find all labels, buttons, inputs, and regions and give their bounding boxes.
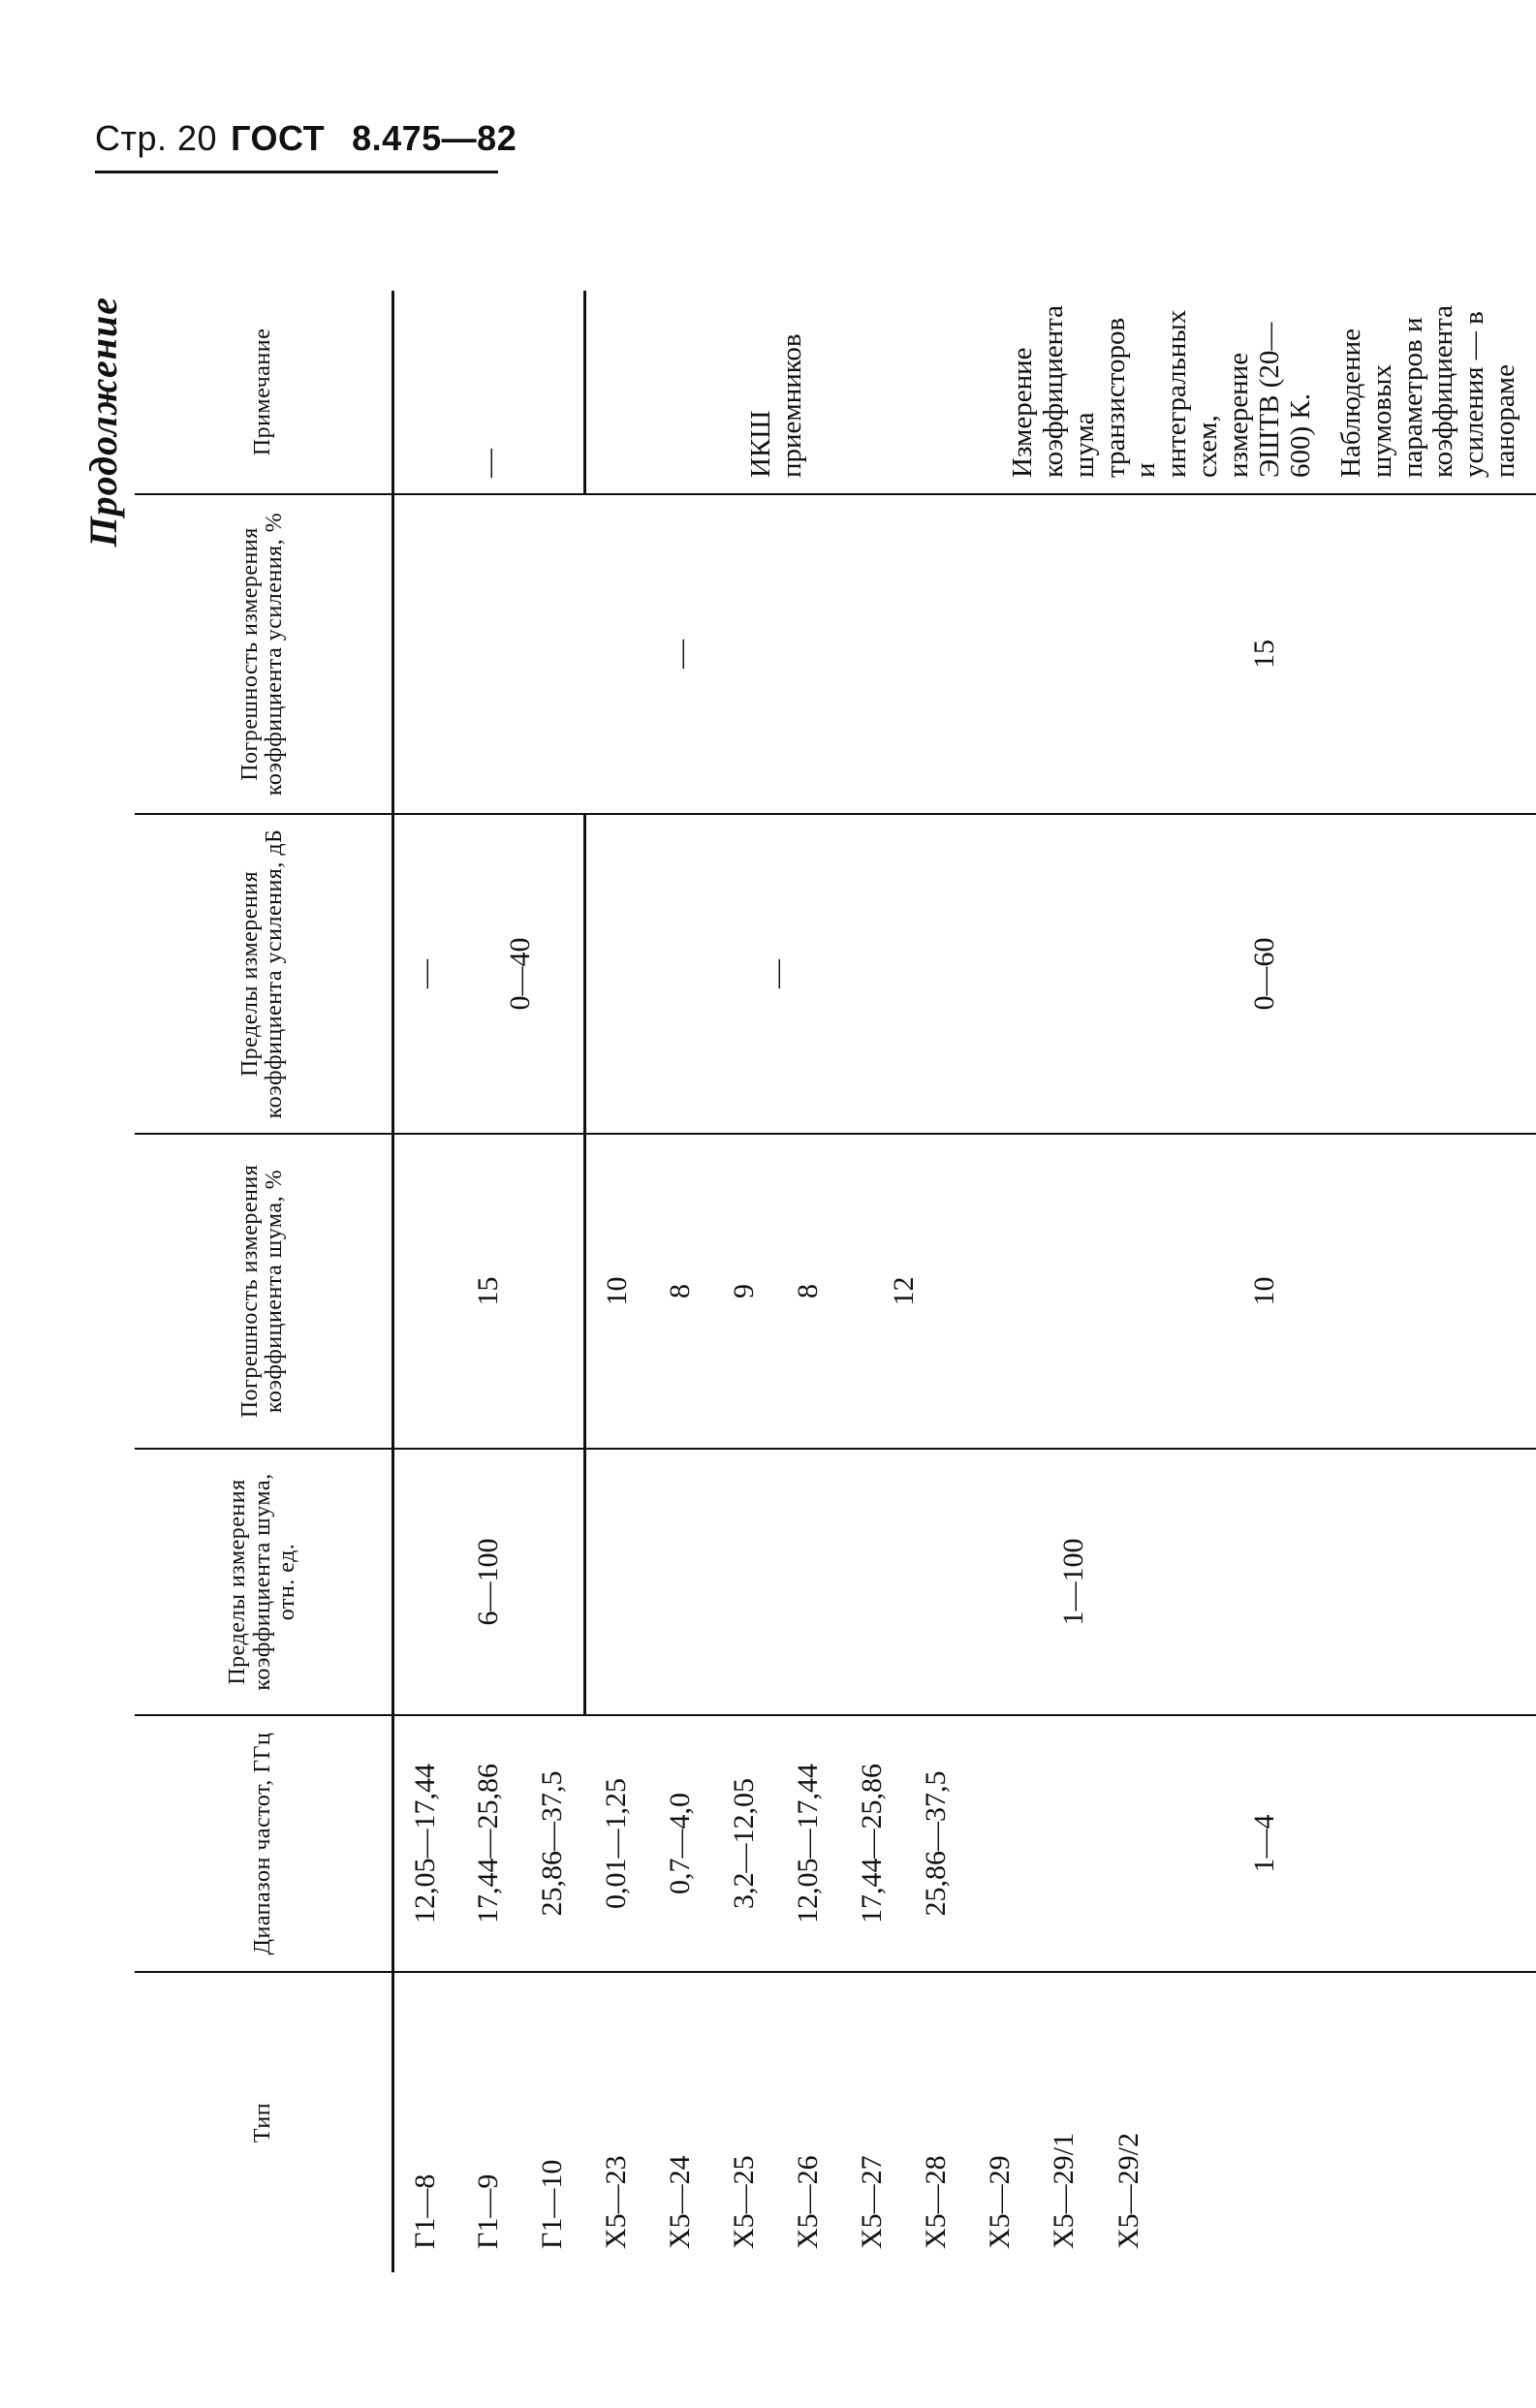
gain-error-cell: — bbox=[392, 494, 968, 814]
freq-cell: 12,05—17,44 bbox=[776, 1715, 840, 1972]
col-header-note: Примечание bbox=[135, 291, 392, 494]
noise-error-cell: 9 bbox=[712, 1134, 776, 1449]
gain-limits-cell: — bbox=[392, 814, 456, 1134]
type-cell: Х5—23 bbox=[600, 2155, 633, 2249]
type-cell: Х5—24 bbox=[664, 2155, 697, 2249]
noise-error-cell: 15 bbox=[392, 1134, 584, 1449]
col-header-type: Тип bbox=[135, 1972, 392, 2272]
note-cell bbox=[968, 291, 1536, 494]
col-header-freq-range: Диапазон частот, ГГц bbox=[135, 1715, 392, 1972]
header-rule bbox=[95, 171, 498, 173]
freq-cell: 3,2—12,05 bbox=[712, 1715, 776, 1972]
noise-error-cell: 10 bbox=[968, 1134, 1536, 1449]
type-cell: Х5—27 bbox=[856, 2155, 889, 2249]
col-header-noise-limits: Пределы измерения коэффициента шума, отн. ед. bbox=[135, 1449, 392, 1715]
type-cell: Г1—8 bbox=[409, 2173, 441, 2249]
standard-number: 8.475—82 bbox=[352, 118, 517, 158]
gain-limits-cell: — bbox=[584, 814, 968, 1134]
noise-error-cell: 10 bbox=[584, 1134, 648, 1449]
table-row bbox=[392, 291, 456, 2272]
continued-label: Продолжение bbox=[81, 297, 125, 547]
type-cell: Х5—28 bbox=[920, 2155, 953, 2249]
freq-cell: 12,05—17,44 bbox=[392, 1715, 456, 1972]
freq-cell: 0,7—4,0 bbox=[648, 1715, 712, 1972]
page-label: Стр. 20 bbox=[95, 118, 218, 158]
col-header-gain-error: Погрешность измерения коэффициента усиления, % bbox=[135, 494, 392, 814]
freq-cell: 17,44—25,86 bbox=[840, 1715, 904, 1972]
note-cell: ИКШ приемников bbox=[584, 291, 968, 494]
rotated-table-block bbox=[81, 291, 1521, 2272]
standard-label: ГОСТ bbox=[231, 118, 326, 158]
col-header-gain-limits: Пределы измерения коэффициента усиления, дБ bbox=[135, 814, 392, 1134]
type-cell: Х5—29/2 bbox=[1113, 2133, 1144, 2249]
instrument-table bbox=[135, 291, 1536, 2272]
noise-error-cell: 8 bbox=[648, 1134, 712, 1449]
gain-error-cell: 15 bbox=[968, 494, 1536, 814]
noise-limits-cell: 1—100 bbox=[584, 1449, 1536, 1715]
freq-cell: 25,86—37,5 bbox=[904, 1715, 968, 1972]
type-cell: Х5—26 bbox=[792, 2155, 825, 2249]
gain-limits-cell: 0—60 bbox=[968, 814, 1536, 1134]
freq-cell: 25,86—37,5 bbox=[520, 1715, 584, 1972]
freq-cell: 0,01—1,25 bbox=[584, 1715, 648, 1972]
table-row bbox=[968, 291, 1032, 2272]
type-cell: Г1—10 bbox=[536, 2159, 569, 2249]
note-text-2: Наблюдение шумовых параметров и коэффициента усиления — в панораме bbox=[1334, 304, 1521, 478]
noise-error-cell: 8 bbox=[776, 1134, 840, 1449]
type-cell: Х5—29 bbox=[984, 2155, 1017, 2249]
type-cell: Х5—25 bbox=[728, 2155, 761, 2249]
type-cell: Х5—29/1 bbox=[1048, 2133, 1081, 2249]
col-header-noise-error: Погрешность измерения коэффициента шума, % bbox=[135, 1134, 392, 1449]
noise-error-cell: 12 bbox=[840, 1134, 968, 1449]
note-text-1: Измерение коэффициента шума транзисторов и интегральных схем, измерение ЭШТВ (20—600) К. bbox=[1006, 304, 1316, 478]
noise-limits-cell: 6—100 bbox=[392, 1449, 584, 1715]
gain-limits-cell: 0—40 bbox=[456, 814, 584, 1134]
freq-cell: 17,44—25,86 bbox=[456, 1715, 520, 1972]
running-header bbox=[95, 118, 517, 159]
type-cell: Г1—9 bbox=[472, 2173, 505, 2249]
note-cell: — bbox=[392, 291, 584, 494]
freq-cell: 1—4 bbox=[968, 1715, 1536, 1972]
